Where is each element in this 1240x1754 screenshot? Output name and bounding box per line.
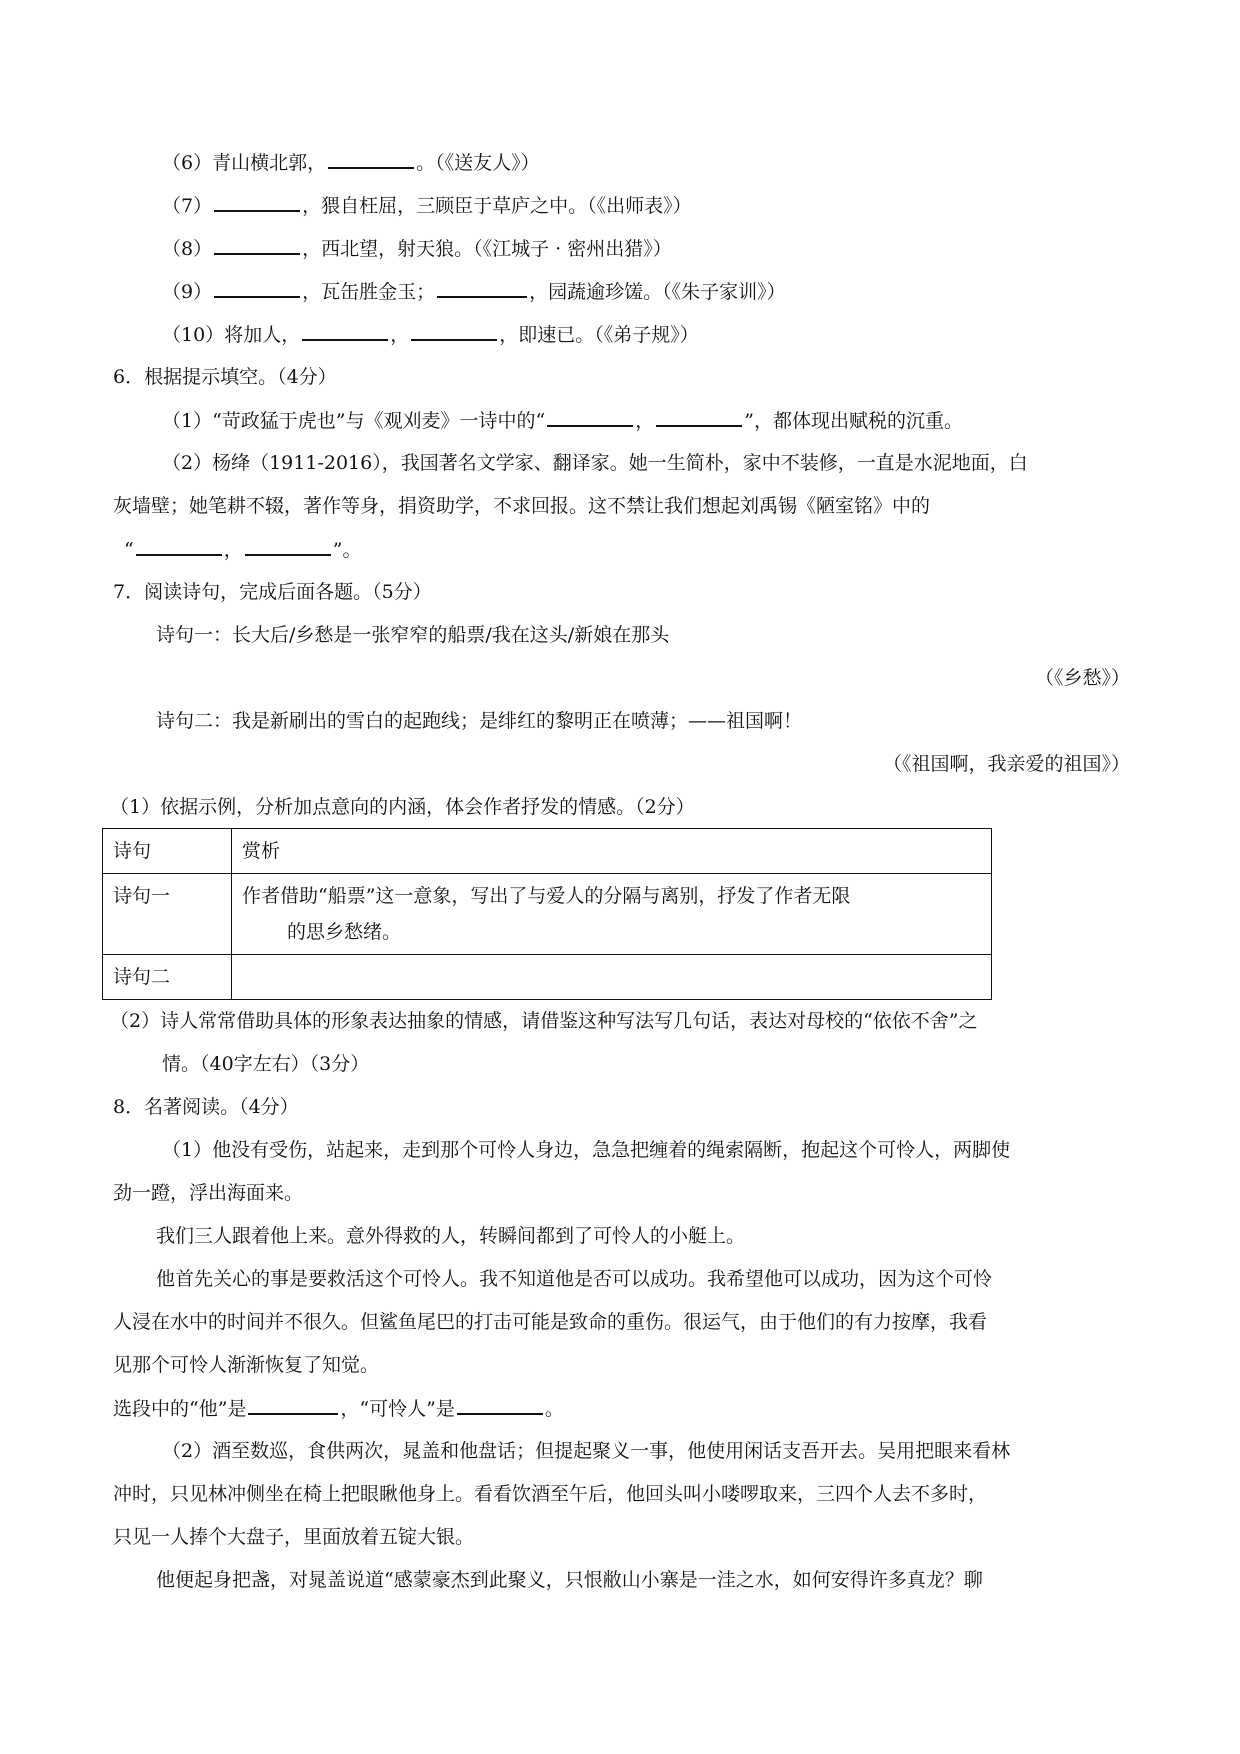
- q8-passage2-line4: 他便起身把盏，对晁盖说道“感蒙豪杰到此聚义，只恨敝山小寨是一洼之水，如何安得许多真龙？聊: [156, 1569, 983, 1591]
- q7-sub-question-2-line2: 情。（40字左右）（3分）: [162, 1053, 370, 1075]
- q8-passage1-line2: 劲一蹬，浮出海面来。: [113, 1182, 304, 1204]
- item-text: ，猥自枉屈，三顾臣于草庐之中。: [302, 195, 588, 217]
- q5-item-6: [162, 147, 540, 177]
- answer-blank[interactable]: [245, 534, 331, 556]
- item-text: 。: [416, 152, 436, 174]
- item-text: ”，都体现出赋税的沉重。: [744, 410, 963, 432]
- q7-sub-question-2-line1: （2）诗人常常借助具体的形象表达抽象的情感，请借鉴这种写法写几句话，表达对母校的“依依不舍”之: [110, 1010, 978, 1032]
- analysis-text: 的思乡愁绪。: [287, 921, 402, 943]
- q5-item-10: [162, 319, 699, 349]
- q7-sub-question-1: （1）依据示例，分析加点意向的内涵，体会作者抒发的情感。（2分）: [110, 796, 695, 818]
- item-text: ，“可怜人”是: [340, 1398, 455, 1420]
- answer-blank[interactable]: [656, 405, 742, 427]
- answer-blank[interactable]: [411, 319, 497, 341]
- answer-blank[interactable]: [248, 1393, 338, 1415]
- analysis-table: [102, 828, 992, 1000]
- answer-blank[interactable]: [302, 319, 388, 341]
- item-number: （9）: [162, 281, 213, 303]
- item-text: “: [124, 539, 134, 561]
- item-text: （1）“苛政猛于虎也”与《观刈麦》一诗中的“: [162, 410, 546, 432]
- table-row: [103, 955, 992, 1000]
- item-text: 。: [544, 1398, 564, 1420]
- q8-question-1: [113, 1393, 564, 1423]
- item-text: ”。: [332, 539, 362, 561]
- q7-poem-2: 诗句二：我是新刷出的雪白的起跑线；是绯红的黎明正在喷薄；——祖国啊！: [156, 710, 803, 732]
- q6-part1: [162, 405, 963, 435]
- q7-poem-1-source: （《乡愁》）: [1034, 667, 1130, 689]
- q7-title: 7．阅读诗句，完成后面各题。（5分）: [113, 581, 432, 603]
- q6-part2-line1: （2）杨绛（1911-2016），我国著名文学家、翻译家。她一生简朴，家中不装修，一直是水泥地面，白: [162, 452, 1028, 474]
- answer-blank[interactable]: [214, 190, 300, 212]
- item-source: （《送友人》）: [435, 152, 540, 174]
- item-source: （《朱子家训》）: [662, 281, 786, 303]
- answer-blank[interactable]: [437, 276, 527, 298]
- item-number: （6）: [162, 152, 213, 174]
- item-number: （10）: [162, 324, 225, 346]
- table-header-cell: 赏析: [232, 829, 992, 874]
- q8-title: 8．名著阅读。（4分）: [113, 1096, 299, 1118]
- q6-part2-line3: [124, 534, 361, 564]
- answer-blank[interactable]: [547, 405, 633, 427]
- q7-poem-1: 诗句一：长大后/乡愁是一张窄窄的船票/我在这头/新娘在那头: [156, 624, 670, 646]
- item-source: （《江城子 · 密州出猎》）: [473, 238, 672, 260]
- table-cell: 诗句一: [103, 874, 232, 955]
- table-cell: [232, 874, 992, 955]
- q5-item-8: [162, 233, 672, 263]
- q6-part2-line2: 灰墙壁；她笔耕不辍，著作等身，捐资助学，不求回报。这不禁让我们想起刘禹锡《陋室铭》中的: [113, 495, 931, 517]
- item-text: ，瓦缶胜金玉；: [302, 281, 436, 303]
- item-source: （《弟子规》）: [594, 324, 699, 346]
- q8-passage1-para3-line3: 见那个可怜人渐渐恢复了知觉。: [113, 1354, 380, 1376]
- answer-blank[interactable]: [328, 147, 414, 169]
- q8-passage1-line1: （1）他没有受伤，站起来，走到那个可怜人身边，急急把缠着的绳索隔断，抱起这个可怜人，两脚使: [162, 1139, 1011, 1161]
- item-text: ，西北望，射天狼。: [302, 238, 474, 260]
- item-text: 选段中的“他”是: [113, 1398, 247, 1420]
- analysis-text: 作者借助“船票”这一意象，写出了与爱人的分隔与离别，抒发了作者无限: [242, 885, 851, 907]
- table-header-row: [103, 829, 992, 874]
- q8-passage1-para3-line1: 他首先关心的事是要救活这个可怜人。我不知道他是否可以成功。我希望他可以成功，因为这个可怜: [156, 1268, 993, 1290]
- item-source: （《出师表》）: [587, 195, 692, 217]
- q8-passage2-line1: （2）酒至数巡，食供两次，晁盖和他盘话；但提起聚义一事，他使用闲话支吾开去。吴用把眼来看林: [162, 1440, 1011, 1462]
- item-text: 青山横北郭，: [212, 152, 327, 174]
- q7-poem-2-source: （《祖国啊，我亲爱的祖国》）: [882, 753, 1130, 775]
- item-number: （8）: [162, 238, 213, 260]
- answer-blank[interactable]: [457, 1393, 543, 1415]
- item-text: 将加人，: [224, 324, 301, 346]
- item-text: ，: [390, 324, 410, 346]
- q8-passage1-para3-line2: 人浸在水中的时间并不很久。但鲨鱼尾巴的打击可能是致命的重伤。很运气，由于他们的有力按摩，我看: [113, 1311, 988, 1333]
- q5-item-9: [162, 276, 786, 306]
- table-cell: 诗句二: [103, 955, 232, 1000]
- item-text: ，: [223, 539, 243, 561]
- item-text: ，: [635, 410, 655, 432]
- q5-item-7: [162, 190, 692, 220]
- answer-blank[interactable]: [214, 233, 300, 255]
- q8-passage1-para2: 我们三人跟着他上来。意外得救的人，转瞬间都到了可怜人的小艇上。: [156, 1225, 746, 1247]
- answer-cell[interactable]: [232, 955, 992, 1000]
- q8-passage2-line2: 冲时，只见林冲侧坐在椅上把眼瞅他身上。看看饮酒至午后，他回头叫小喽啰取来，三四个人去不多时，: [113, 1483, 988, 1505]
- table-header-cell: 诗句: [103, 829, 232, 874]
- item-text: ，园蔬逾珍馐。: [529, 281, 663, 303]
- answer-blank[interactable]: [136, 534, 222, 556]
- item-number: （7）: [162, 195, 213, 217]
- table-row: [103, 874, 992, 955]
- q6-title: 6．根据提示填空。（4分）: [113, 366, 337, 388]
- item-text: ，即速已。: [499, 324, 595, 346]
- answer-blank[interactable]: [214, 276, 300, 298]
- q8-passage2-line3: 只见一人捧个大盘子，里面放着五锭大银。: [113, 1526, 475, 1548]
